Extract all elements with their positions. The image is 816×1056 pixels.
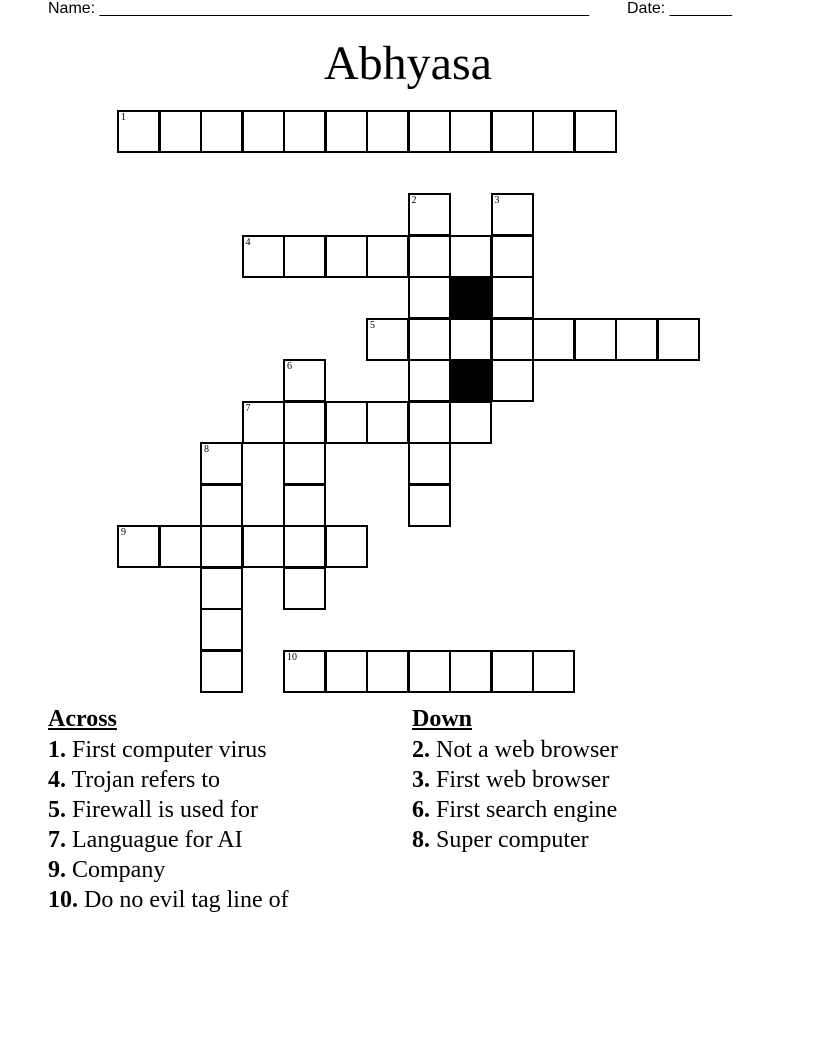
grid-cell[interactable]: [200, 525, 243, 568]
grid-cell[interactable]: [408, 359, 451, 402]
down-heading: Down: [412, 706, 473, 732]
clue-text: Do no evil tag line of: [84, 887, 289, 913]
grid-cell[interactable]: [242, 401, 285, 444]
clue-text: Firewall is used for: [72, 797, 258, 823]
grid-cell[interactable]: [449, 401, 492, 444]
clue-text: Company: [72, 857, 166, 883]
grid-cell[interactable]: [449, 235, 492, 278]
clue-text: Trojan refers to: [71, 767, 220, 793]
clue-across-5: [48, 795, 289, 825]
grid-cell[interactable]: [325, 525, 368, 568]
clue-text: Languague for AI: [72, 827, 243, 853]
grid-cell[interactable]: [200, 608, 243, 651]
clue-number: 3.: [412, 767, 430, 793]
clue-number: 4.: [48, 767, 66, 793]
clue-across-1: [48, 735, 289, 765]
clue-number-label: 1: [121, 112, 126, 123]
grid-cell[interactable]: [200, 484, 243, 527]
clue-across-7: [48, 825, 289, 855]
clue-text: First web browser: [436, 767, 610, 793]
grid-cell[interactable]: [491, 650, 534, 693]
across-heading: Across: [48, 706, 117, 732]
grid-cell[interactable]: [283, 650, 326, 693]
grid-cell[interactable]: [408, 650, 451, 693]
grid-cell[interactable]: [242, 525, 285, 568]
grid-cell[interactable]: [408, 484, 451, 527]
grid-cell[interactable]: [366, 110, 409, 153]
grid-cell[interactable]: [283, 484, 326, 527]
grid-cell[interactable]: [283, 567, 326, 610]
clue-across-9: [48, 855, 289, 885]
clue-number: 6.: [412, 797, 430, 823]
clue-number-label: 7: [245, 402, 251, 414]
grid-cell[interactable]: [491, 318, 534, 361]
clue-across-10: [48, 885, 289, 915]
grid-cell[interactable]: [532, 650, 575, 693]
grid-cell[interactable]: [200, 442, 243, 485]
grid-cell[interactable]: [283, 442, 326, 485]
grid-cell[interactable]: [200, 567, 243, 610]
clue-down-6: [412, 795, 618, 825]
black-cell: [449, 359, 492, 402]
grid-cell[interactable]: [491, 235, 534, 278]
grid-cell[interactable]: [325, 235, 368, 278]
clue-number-label: 4: [245, 236, 251, 248]
clue-number-label: 9: [121, 527, 126, 538]
clue-text: Super computer: [436, 827, 589, 853]
clue-number: 10.: [48, 887, 78, 913]
grid-cell[interactable]: [449, 650, 492, 693]
grid-cell[interactable]: [283, 401, 326, 444]
grid-cell[interactable]: [615, 318, 658, 361]
clue-text: First search engine: [436, 797, 618, 823]
grid-cell[interactable]: [491, 276, 534, 319]
grid-cell[interactable]: [325, 401, 368, 444]
clue-number: 8.: [412, 827, 430, 853]
clue-number-label: 3: [494, 195, 500, 206]
clue-number: 7.: [48, 827, 66, 853]
date-line: Date: _______: [627, 0, 732, 17]
clue-number-label: 2: [411, 195, 417, 206]
grid-cell[interactable]: [408, 193, 451, 236]
page-title: Abhyasa: [324, 37, 492, 90]
grid-cell[interactable]: [408, 442, 451, 485]
grid-cell[interactable]: [283, 525, 326, 568]
grid-cell[interactable]: [117, 110, 160, 153]
grid-cell[interactable]: [366, 318, 409, 361]
clue-number-label: 5: [370, 319, 375, 331]
grid-cell[interactable]: [408, 235, 451, 278]
clue-down-8: [412, 825, 618, 855]
clue-across-4: [48, 765, 289, 795]
grid-cell[interactable]: [366, 650, 409, 693]
grid-cell[interactable]: [159, 525, 202, 568]
grid-cell[interactable]: [159, 110, 202, 153]
grid-cell[interactable]: [200, 110, 243, 153]
grid-cell[interactable]: [574, 318, 617, 361]
grid-cell[interactable]: [408, 318, 451, 361]
black-cell: [449, 276, 492, 319]
across-clues: [48, 705, 289, 915]
clue-text: First computer virus: [72, 737, 267, 763]
grid-cell[interactable]: [408, 110, 451, 153]
grid-cell[interactable]: [200, 650, 243, 693]
grid-cell[interactable]: [242, 235, 285, 278]
grid-cell[interactable]: [491, 359, 534, 402]
clue-number: 2.: [412, 737, 430, 763]
grid-cell[interactable]: [283, 235, 326, 278]
grid-cell[interactable]: [117, 525, 160, 568]
clue-text: Not a web browser: [436, 737, 618, 763]
clue-down-3: [412, 765, 618, 795]
grid-cell[interactable]: [574, 110, 617, 153]
grid-cell[interactable]: [532, 110, 575, 153]
clue-number: 9.: [48, 857, 66, 883]
clue-down-2: [412, 735, 618, 765]
grid-cell[interactable]: [491, 193, 534, 236]
down-clues: [412, 705, 618, 855]
grid-cell[interactable]: [491, 110, 534, 153]
clue-number: 1.: [48, 737, 66, 763]
grid-cell[interactable]: [449, 318, 492, 361]
grid-cell[interactable]: [325, 110, 368, 153]
grid-cell[interactable]: [283, 359, 326, 402]
grid-cell[interactable]: [408, 276, 451, 319]
grid-cell[interactable]: [408, 401, 451, 444]
grid-cell[interactable]: [366, 235, 409, 278]
grid-cell[interactable]: [366, 401, 409, 444]
grid-cell[interactable]: [449, 110, 492, 153]
grid-cell[interactable]: [657, 318, 700, 361]
grid-cell[interactable]: [325, 650, 368, 693]
name-line: Name: _______________________________________________________: [48, 0, 589, 17]
grid-cell[interactable]: [283, 110, 326, 153]
clue-number: 5.: [48, 797, 66, 823]
clue-number-label: 8: [204, 444, 209, 455]
grid-cell[interactable]: [532, 318, 575, 361]
clue-number-label: 10: [287, 651, 297, 663]
grid-cell[interactable]: [242, 110, 285, 153]
clue-number-label: 6: [287, 361, 292, 372]
